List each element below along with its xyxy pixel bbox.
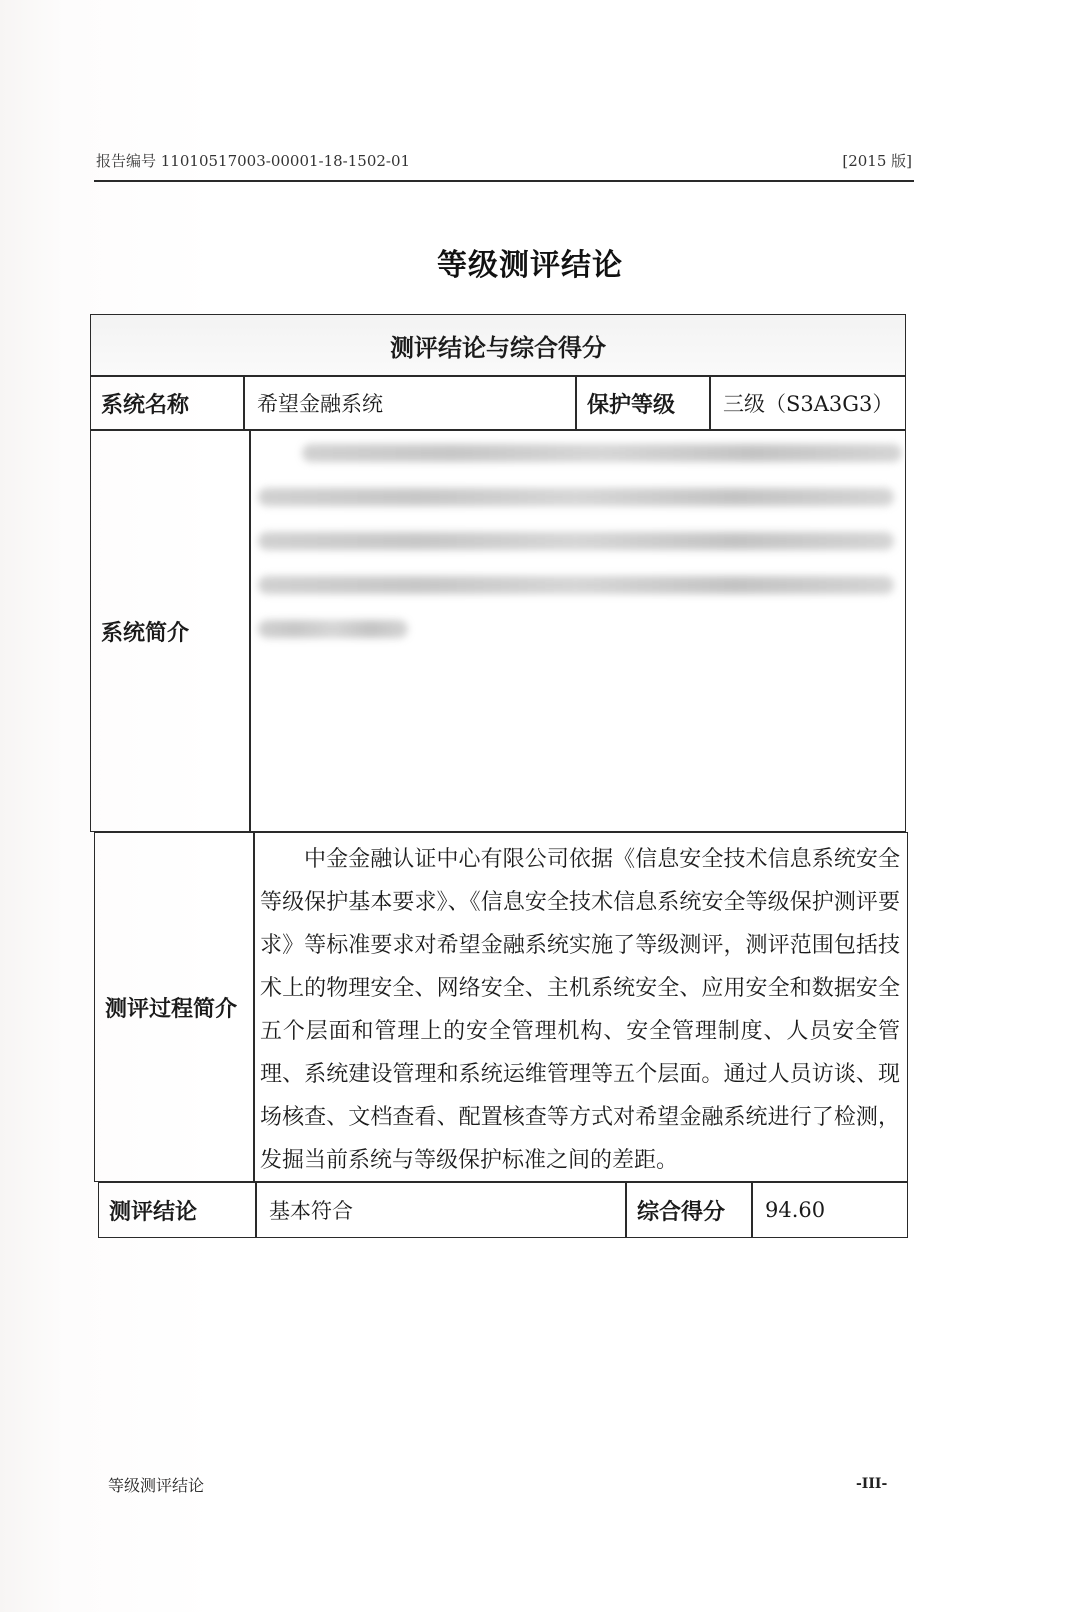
report-number: 报告编号 11010517003-00001-18-1502-01 [96,152,411,170]
process-value: 中金金融认证中心有限公司依据《信息安全技术信息系统安全等级保护基本要求》、《信息安全技术信息系统安全等级保护测评要求》等标准要求对希望金融系统实施了等级测评，测评范围包括技术上的物理安全、网络安全、主机系统安全、应用安全和数据安全五个层面和管理上的安全管理机构、安全管理制度、人员安全管理、系统建设管理和系统运维管理等五个层面。通过人员访谈、现场核查、文档查看、配置核查等方式对希望金融系统进行了检测，发掘当前系统与等级保护标准之间的差距。 [260,847,900,1173]
conclusion-label: 测评结论 [98,1182,256,1238]
system-intro-label: 系统简介 [90,430,250,832]
conclusion-value: 基本符合 [256,1182,626,1238]
redacted-line [258,620,408,638]
redacted-line [258,488,894,506]
version-label: [2015 版] [842,152,912,170]
redacted-line [258,532,894,550]
page-header [94,146,914,182]
system-name-label: 系统名称 [90,376,244,430]
protection-level-value: 三级（S3A3G3） [710,376,906,430]
system-name-value: 希望金融系统 [244,376,576,430]
footer-section-name: 等级测评结论 [108,1476,205,1495]
score-label: 综合得分 [626,1182,752,1238]
protection-level-label: 保护等级 [576,376,710,430]
redacted-intro-text [258,444,898,664]
footer-page-number: -III- [856,1476,888,1492]
process-label: 测评过程简介 [94,832,254,1182]
page-title: 等级测评结论 [437,248,623,283]
redacted-line [302,444,902,462]
score-value: 94.60 [752,1182,908,1238]
redacted-line [258,576,894,594]
table-heading: 测评结论与综合得分 [90,314,906,376]
